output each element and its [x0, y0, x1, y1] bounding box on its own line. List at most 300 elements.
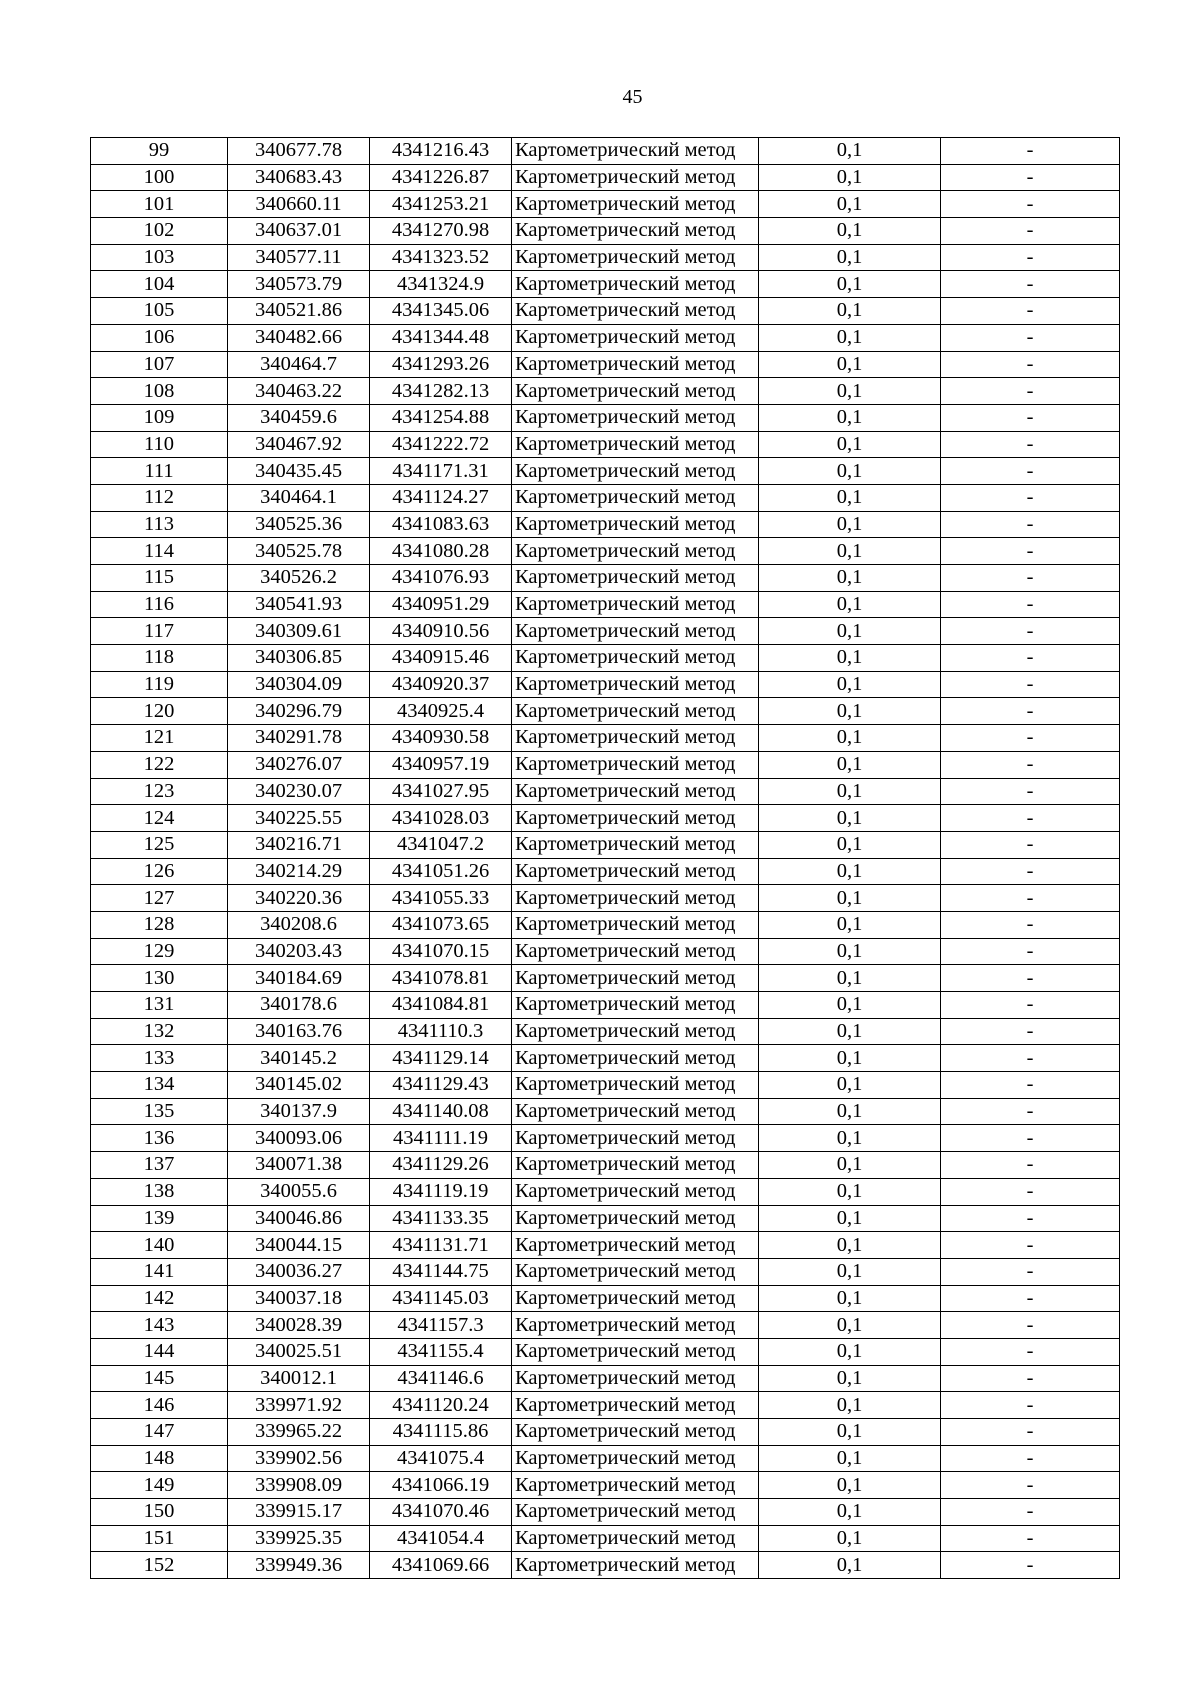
method-cell: Картометрический метод [512, 1232, 759, 1259]
note-cell: - [941, 1258, 1120, 1285]
y-coordinate-cell: 4341124.27 [370, 484, 512, 511]
point-number-cell: 100 [91, 164, 228, 191]
note-cell: - [941, 618, 1120, 645]
accuracy-cell: 0,1 [759, 858, 941, 885]
point-number-cell: 149 [91, 1472, 228, 1499]
x-coordinate-cell: 340464.1 [228, 484, 370, 511]
point-number-cell: 140 [91, 1232, 228, 1259]
point-number-cell: 123 [91, 778, 228, 805]
point-number-cell: 99 [91, 138, 228, 165]
note-cell: - [941, 538, 1120, 565]
x-coordinate-cell: 340055.6 [228, 1178, 370, 1205]
table-row [91, 1205, 1120, 1232]
y-coordinate-cell: 4341155.4 [370, 1338, 512, 1365]
method-cell: Картометрический метод [512, 938, 759, 965]
point-number-cell: 148 [91, 1445, 228, 1472]
x-coordinate-cell: 340464.7 [228, 351, 370, 378]
accuracy-cell: 0,1 [759, 1499, 941, 1526]
table-row [91, 1232, 1120, 1259]
y-coordinate-cell: 4341131.71 [370, 1232, 512, 1259]
x-coordinate-cell: 339908.09 [228, 1472, 370, 1499]
point-number-cell: 135 [91, 1098, 228, 1125]
note-cell: - [941, 1232, 1120, 1259]
accuracy-cell: 0,1 [759, 1365, 941, 1392]
method-cell: Картометрический метод [512, 565, 759, 592]
table-row [91, 1392, 1120, 1419]
table-row [91, 965, 1120, 992]
x-coordinate-cell: 340012.1 [228, 1365, 370, 1392]
y-coordinate-cell: 4341323.52 [370, 244, 512, 271]
x-coordinate-cell: 340230.07 [228, 778, 370, 805]
point-number-cell: 125 [91, 831, 228, 858]
table-row [91, 484, 1120, 511]
y-coordinate-cell: 4341051.26 [370, 858, 512, 885]
note-cell: - [941, 992, 1120, 1019]
table-row [91, 911, 1120, 938]
x-coordinate-cell: 340291.78 [228, 725, 370, 752]
x-coordinate-cell: 339902.56 [228, 1445, 370, 1472]
method-cell: Картометрический метод [512, 378, 759, 405]
accuracy-cell: 0,1 [759, 938, 941, 965]
accuracy-cell: 0,1 [759, 618, 941, 645]
note-cell: - [941, 1018, 1120, 1045]
note-cell: - [941, 831, 1120, 858]
note-cell: - [941, 965, 1120, 992]
point-number-cell: 127 [91, 885, 228, 912]
note-cell: - [941, 244, 1120, 271]
note-cell: - [941, 458, 1120, 485]
method-cell: Картометрический метод [512, 778, 759, 805]
method-cell: Картометрический метод [512, 1285, 759, 1312]
method-cell: Картометрический метод [512, 591, 759, 618]
point-number-cell: 145 [91, 1365, 228, 1392]
point-number-cell: 118 [91, 645, 228, 672]
note-cell: - [941, 1178, 1120, 1205]
x-coordinate-cell: 340435.45 [228, 458, 370, 485]
y-coordinate-cell: 4341253.21 [370, 191, 512, 218]
table-row [91, 138, 1120, 165]
accuracy-cell: 0,1 [759, 725, 941, 752]
note-cell: - [941, 138, 1120, 165]
point-number-cell: 146 [91, 1392, 228, 1419]
note-cell: - [941, 324, 1120, 351]
y-coordinate-cell: 4341055.33 [370, 885, 512, 912]
table-row [91, 618, 1120, 645]
point-number-cell: 124 [91, 805, 228, 832]
accuracy-cell: 0,1 [759, 1205, 941, 1232]
point-number-cell: 144 [91, 1338, 228, 1365]
note-cell: - [941, 911, 1120, 938]
point-number-cell: 102 [91, 218, 228, 245]
x-coordinate-cell: 340276.07 [228, 751, 370, 778]
table-row [91, 324, 1120, 351]
point-number-cell: 130 [91, 965, 228, 992]
method-cell: Картометрический метод [512, 351, 759, 378]
accuracy-cell: 0,1 [759, 1312, 941, 1339]
x-coordinate-cell: 340178.6 [228, 992, 370, 1019]
table-row [91, 778, 1120, 805]
y-coordinate-cell: 4341133.35 [370, 1205, 512, 1232]
x-coordinate-cell: 339965.22 [228, 1419, 370, 1446]
accuracy-cell: 0,1 [759, 511, 941, 538]
y-coordinate-cell: 4341075.4 [370, 1445, 512, 1472]
x-coordinate-cell: 340071.38 [228, 1152, 370, 1179]
table-row [91, 831, 1120, 858]
table-row [91, 1285, 1120, 1312]
accuracy-cell: 0,1 [759, 164, 941, 191]
table-row [91, 1258, 1120, 1285]
y-coordinate-cell: 4341083.63 [370, 511, 512, 538]
note-cell: - [941, 271, 1120, 298]
point-number-cell: 119 [91, 671, 228, 698]
y-coordinate-cell: 4341270.98 [370, 218, 512, 245]
method-cell: Картометрический метод [512, 1098, 759, 1125]
method-cell: Картометрический метод [512, 431, 759, 458]
page-number: 45 [622, 86, 643, 108]
accuracy-cell: 0,1 [759, 1552, 941, 1579]
method-cell: Картометрический метод [512, 244, 759, 271]
accuracy-cell: 0,1 [759, 992, 941, 1019]
y-coordinate-cell: 4341324.9 [370, 271, 512, 298]
point-number-cell: 126 [91, 858, 228, 885]
accuracy-cell: 0,1 [759, 298, 941, 325]
x-coordinate-cell: 340306.85 [228, 645, 370, 672]
table-row [91, 378, 1120, 405]
x-coordinate-cell: 340467.92 [228, 431, 370, 458]
x-coordinate-cell: 340463.22 [228, 378, 370, 405]
table-row [91, 1125, 1120, 1152]
table-row [91, 351, 1120, 378]
point-number-cell: 116 [91, 591, 228, 618]
y-coordinate-cell: 4340910.56 [370, 618, 512, 645]
note-cell: - [941, 218, 1120, 245]
y-coordinate-cell: 4341073.65 [370, 911, 512, 938]
table-row [91, 751, 1120, 778]
y-coordinate-cell: 4341054.4 [370, 1525, 512, 1552]
point-number-cell: 134 [91, 1072, 228, 1099]
x-coordinate-cell: 340459.6 [228, 404, 370, 431]
y-coordinate-cell: 4341070.46 [370, 1499, 512, 1526]
method-cell: Картометрический метод [512, 1392, 759, 1419]
x-coordinate-cell: 340137.9 [228, 1098, 370, 1125]
table-row [91, 1552, 1120, 1579]
table-row [91, 1365, 1120, 1392]
table-row [91, 404, 1120, 431]
accuracy-cell: 0,1 [759, 645, 941, 672]
x-coordinate-cell: 339925.35 [228, 1525, 370, 1552]
point-number-cell: 110 [91, 431, 228, 458]
method-cell: Картометрический метод [512, 191, 759, 218]
method-cell: Картометрический метод [512, 1312, 759, 1339]
table-row [91, 1525, 1120, 1552]
accuracy-cell: 0,1 [759, 324, 941, 351]
y-coordinate-cell: 4341119.19 [370, 1178, 512, 1205]
note-cell: - [941, 1205, 1120, 1232]
y-coordinate-cell: 4341293.26 [370, 351, 512, 378]
method-cell: Картометрический метод [512, 831, 759, 858]
method-cell: Картометрический метод [512, 992, 759, 1019]
table-row [91, 938, 1120, 965]
x-coordinate-cell: 340660.11 [228, 191, 370, 218]
note-cell: - [941, 191, 1120, 218]
y-coordinate-cell: 4341344.48 [370, 324, 512, 351]
point-number-cell: 108 [91, 378, 228, 405]
y-coordinate-cell: 4341129.43 [370, 1072, 512, 1099]
note-cell: - [941, 1312, 1120, 1339]
note-cell: - [941, 885, 1120, 912]
point-number-cell: 103 [91, 244, 228, 271]
x-coordinate-cell: 340220.36 [228, 885, 370, 912]
x-coordinate-cell: 340541.93 [228, 591, 370, 618]
point-number-cell: 104 [91, 271, 228, 298]
y-coordinate-cell: 4341145.03 [370, 1285, 512, 1312]
table-row [91, 1445, 1120, 1472]
method-cell: Картометрический метод [512, 671, 759, 698]
x-coordinate-cell: 339971.92 [228, 1392, 370, 1419]
y-coordinate-cell: 4341047.2 [370, 831, 512, 858]
note-cell: - [941, 1098, 1120, 1125]
method-cell: Картометрический метод [512, 858, 759, 885]
point-number-cell: 143 [91, 1312, 228, 1339]
method-cell: Картометрический метод [512, 271, 759, 298]
y-coordinate-cell: 4341066.19 [370, 1472, 512, 1499]
y-coordinate-cell: 4340930.58 [370, 725, 512, 752]
y-coordinate-cell: 4341144.75 [370, 1258, 512, 1285]
point-number-cell: 152 [91, 1552, 228, 1579]
table-row [91, 1152, 1120, 1179]
point-number-cell: 137 [91, 1152, 228, 1179]
method-cell: Картометрический метод [512, 911, 759, 938]
accuracy-cell: 0,1 [759, 1018, 941, 1045]
accuracy-cell: 0,1 [759, 1285, 941, 1312]
accuracy-cell: 0,1 [759, 1472, 941, 1499]
y-coordinate-cell: 4340957.19 [370, 751, 512, 778]
table-row [91, 671, 1120, 698]
y-coordinate-cell: 4341282.13 [370, 378, 512, 405]
method-cell: Картометрический метод [512, 751, 759, 778]
method-cell: Картометрический метод [512, 1338, 759, 1365]
point-number-cell: 120 [91, 698, 228, 725]
note-cell: - [941, 858, 1120, 885]
table-row [91, 565, 1120, 592]
accuracy-cell: 0,1 [759, 1232, 941, 1259]
table-row [91, 885, 1120, 912]
x-coordinate-cell: 340577.11 [228, 244, 370, 271]
x-coordinate-cell: 340025.51 [228, 1338, 370, 1365]
method-cell: Картометрический метод [512, 1125, 759, 1152]
note-cell: - [941, 1152, 1120, 1179]
method-cell: Картометрический метод [512, 404, 759, 431]
accuracy-cell: 0,1 [759, 1392, 941, 1419]
method-cell: Картометрический метод [512, 1499, 759, 1526]
table-row [91, 591, 1120, 618]
accuracy-cell: 0,1 [759, 1178, 941, 1205]
y-coordinate-cell: 4340925.4 [370, 698, 512, 725]
accuracy-cell: 0,1 [759, 351, 941, 378]
accuracy-cell: 0,1 [759, 565, 941, 592]
point-number-cell: 121 [91, 725, 228, 752]
accuracy-cell: 0,1 [759, 1525, 941, 1552]
table-row [91, 244, 1120, 271]
method-cell: Картометрический метод [512, 805, 759, 832]
accuracy-cell: 0,1 [759, 751, 941, 778]
table-row [91, 218, 1120, 245]
y-coordinate-cell: 4341076.93 [370, 565, 512, 592]
y-coordinate-cell: 4340915.46 [370, 645, 512, 672]
x-coordinate-cell: 340028.39 [228, 1312, 370, 1339]
x-coordinate-cell: 340036.27 [228, 1258, 370, 1285]
point-number-cell: 117 [91, 618, 228, 645]
accuracy-cell: 0,1 [759, 1258, 941, 1285]
accuracy-cell: 0,1 [759, 1152, 941, 1179]
accuracy-cell: 0,1 [759, 831, 941, 858]
note-cell: - [941, 671, 1120, 698]
method-cell: Картометрический метод [512, 164, 759, 191]
x-coordinate-cell: 340683.43 [228, 164, 370, 191]
method-cell: Картометрический метод [512, 1205, 759, 1232]
note-cell: - [941, 484, 1120, 511]
x-coordinate-cell: 340521.86 [228, 298, 370, 325]
accuracy-cell: 0,1 [759, 1072, 941, 1099]
x-coordinate-cell: 340482.66 [228, 324, 370, 351]
note-cell: - [941, 1285, 1120, 1312]
point-number-cell: 150 [91, 1499, 228, 1526]
accuracy-cell: 0,1 [759, 671, 941, 698]
y-coordinate-cell: 4341080.28 [370, 538, 512, 565]
table-row [91, 698, 1120, 725]
table-row [91, 1045, 1120, 1072]
accuracy-cell: 0,1 [759, 965, 941, 992]
method-cell: Картометрический метод [512, 484, 759, 511]
y-coordinate-cell: 4341069.66 [370, 1552, 512, 1579]
accuracy-cell: 0,1 [759, 138, 941, 165]
table-row [91, 805, 1120, 832]
y-coordinate-cell: 4341028.03 [370, 805, 512, 832]
note-cell: - [941, 1419, 1120, 1446]
accuracy-cell: 0,1 [759, 271, 941, 298]
note-cell: - [941, 1125, 1120, 1152]
x-coordinate-cell: 340145.2 [228, 1045, 370, 1072]
note-cell: - [941, 351, 1120, 378]
method-cell: Картометрический метод [512, 1552, 759, 1579]
point-number-cell: 141 [91, 1258, 228, 1285]
y-coordinate-cell: 4341129.14 [370, 1045, 512, 1072]
note-cell: - [941, 378, 1120, 405]
point-number-cell: 132 [91, 1018, 228, 1045]
point-number-cell: 138 [91, 1178, 228, 1205]
note-cell: - [941, 1445, 1120, 1472]
note-cell: - [941, 1499, 1120, 1526]
y-coordinate-cell: 4340920.37 [370, 671, 512, 698]
accuracy-cell: 0,1 [759, 1419, 941, 1446]
x-coordinate-cell: 340225.55 [228, 805, 370, 832]
note-cell: - [941, 938, 1120, 965]
note-cell: - [941, 298, 1120, 325]
accuracy-cell: 0,1 [759, 1338, 941, 1365]
method-cell: Картометрический метод [512, 1072, 759, 1099]
method-cell: Картометрический метод [512, 1365, 759, 1392]
note-cell: - [941, 591, 1120, 618]
note-cell: - [941, 1072, 1120, 1099]
point-number-cell: 115 [91, 565, 228, 592]
x-coordinate-cell: 339949.36 [228, 1552, 370, 1579]
method-cell: Картометрический метод [512, 645, 759, 672]
x-coordinate-cell: 340216.71 [228, 831, 370, 858]
y-coordinate-cell: 4341157.3 [370, 1312, 512, 1339]
note-cell: - [941, 1392, 1120, 1419]
table-row [91, 458, 1120, 485]
method-cell: Картометрический метод [512, 1472, 759, 1499]
method-cell: Картометрический метод [512, 1045, 759, 1072]
note-cell: - [941, 725, 1120, 752]
x-coordinate-cell: 340093.06 [228, 1125, 370, 1152]
table-row [91, 1338, 1120, 1365]
x-coordinate-cell: 340309.61 [228, 618, 370, 645]
note-cell: - [941, 1045, 1120, 1072]
y-coordinate-cell: 4341171.31 [370, 458, 512, 485]
method-cell: Картометрический метод [512, 1152, 759, 1179]
note-cell: - [941, 805, 1120, 832]
table-row [91, 164, 1120, 191]
point-number-cell: 122 [91, 751, 228, 778]
method-cell: Картометрический метод [512, 965, 759, 992]
method-cell: Картометрический метод [512, 298, 759, 325]
note-cell: - [941, 1338, 1120, 1365]
y-coordinate-cell: 4341120.24 [370, 1392, 512, 1419]
table-row [91, 1098, 1120, 1125]
note-cell: - [941, 1472, 1120, 1499]
table-row [91, 1178, 1120, 1205]
note-cell: - [941, 404, 1120, 431]
y-coordinate-cell: 4341345.06 [370, 298, 512, 325]
x-coordinate-cell: 340573.79 [228, 271, 370, 298]
point-number-cell: 107 [91, 351, 228, 378]
y-coordinate-cell: 4341146.6 [370, 1365, 512, 1392]
note-cell: - [941, 1525, 1120, 1552]
accuracy-cell: 0,1 [759, 1125, 941, 1152]
accuracy-cell: 0,1 [759, 431, 941, 458]
point-number-cell: 112 [91, 484, 228, 511]
point-number-cell: 128 [91, 911, 228, 938]
x-coordinate-cell: 340203.43 [228, 938, 370, 965]
accuracy-cell: 0,1 [759, 378, 941, 405]
y-coordinate-cell: 4341078.81 [370, 965, 512, 992]
table-row [91, 1419, 1120, 1446]
accuracy-cell: 0,1 [759, 458, 941, 485]
accuracy-cell: 0,1 [759, 911, 941, 938]
accuracy-cell: 0,1 [759, 484, 941, 511]
point-number-cell: 133 [91, 1045, 228, 1072]
method-cell: Картометрический метод [512, 458, 759, 485]
x-coordinate-cell: 340044.15 [228, 1232, 370, 1259]
table-row [91, 1312, 1120, 1339]
x-coordinate-cell: 340296.79 [228, 698, 370, 725]
note-cell: - [941, 1552, 1120, 1579]
accuracy-cell: 0,1 [759, 1445, 941, 1472]
point-number-cell: 113 [91, 511, 228, 538]
method-cell: Картометрический метод [512, 324, 759, 351]
table-row [91, 1072, 1120, 1099]
x-coordinate-cell: 340525.78 [228, 538, 370, 565]
table-row [91, 431, 1120, 458]
accuracy-cell: 0,1 [759, 244, 941, 271]
y-coordinate-cell: 4341084.81 [370, 992, 512, 1019]
accuracy-cell: 0,1 [759, 805, 941, 832]
table-row [91, 511, 1120, 538]
method-cell: Картометрический метод [512, 1018, 759, 1045]
x-coordinate-cell: 340304.09 [228, 671, 370, 698]
x-coordinate-cell: 340046.86 [228, 1205, 370, 1232]
